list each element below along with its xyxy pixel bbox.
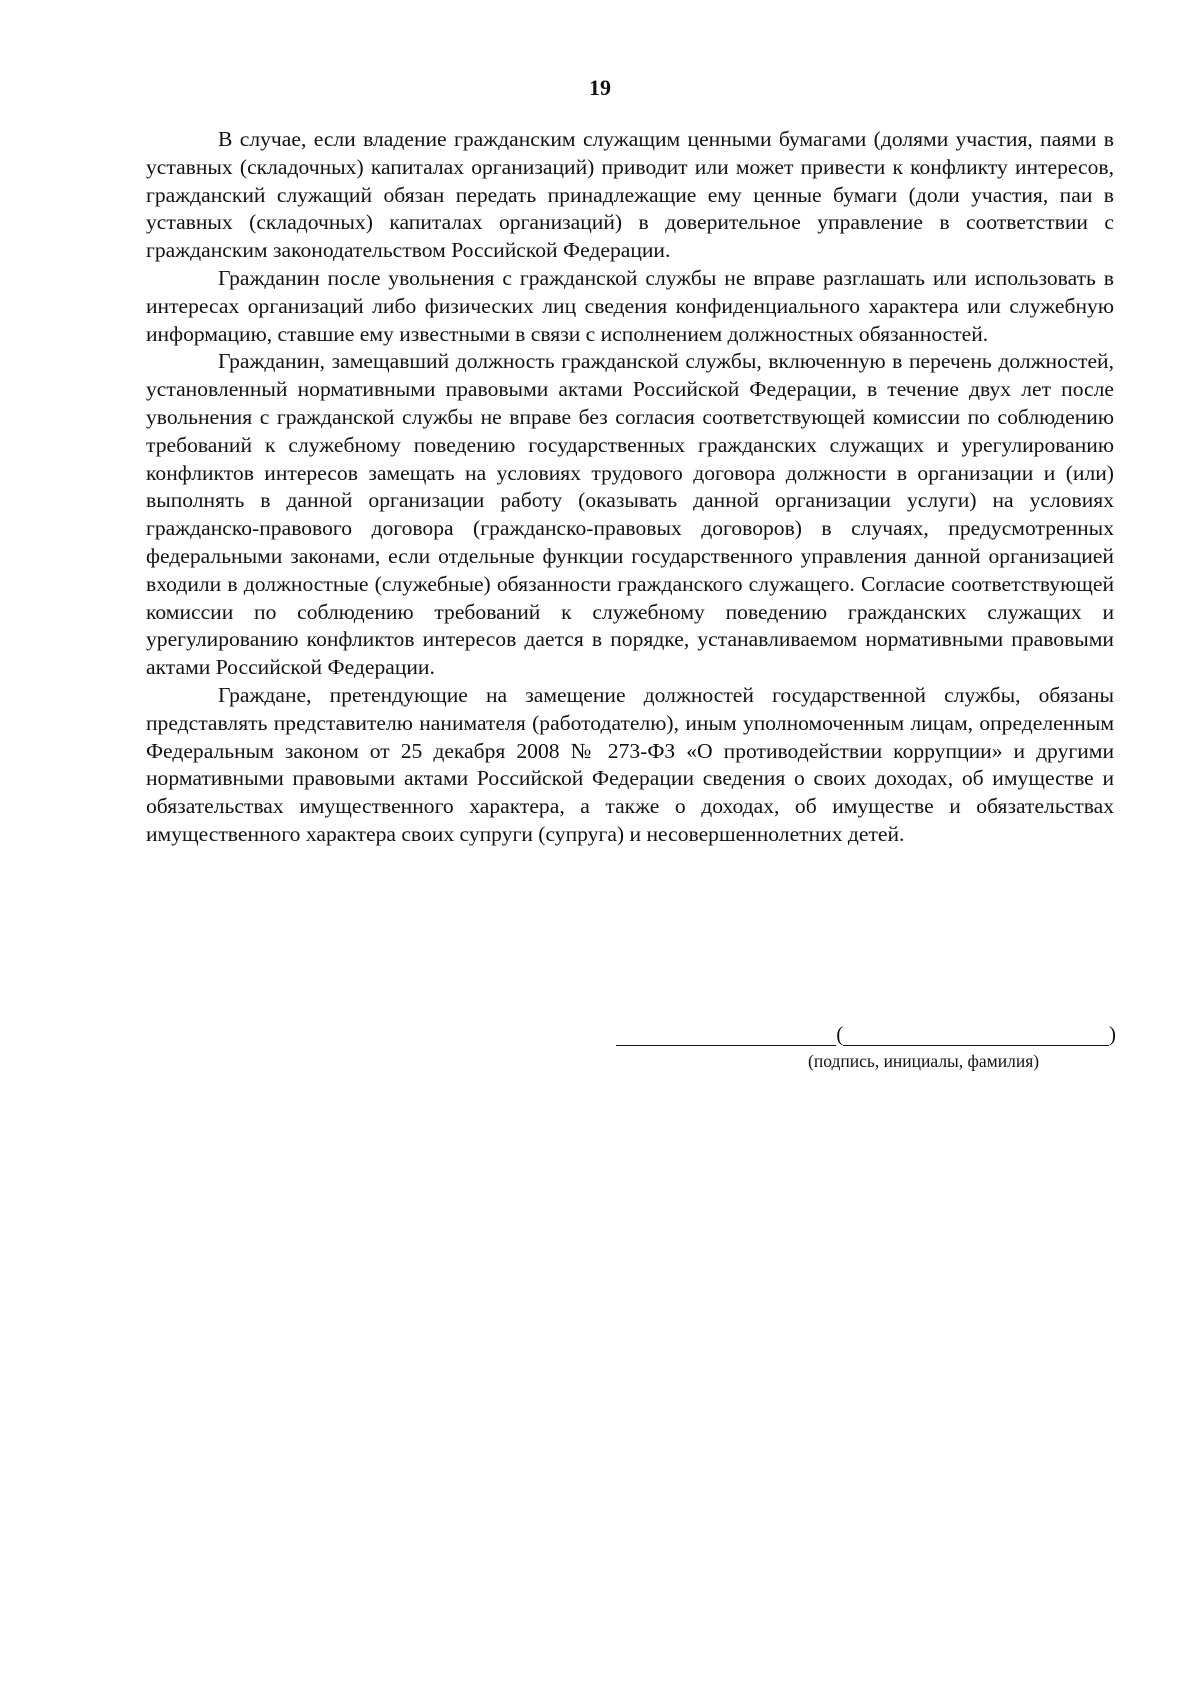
open-paren: (	[836, 1022, 844, 1046]
paragraph-income-disclosure: Граждане, претендующие на замещение должностей государственной службы, обязаны представлять представителю нанимателя (работодателю), иным уполномоченным лицам, определенным Федеральным законом от 25 декабря 2008 № 273-ФЗ «О противодействии коррупции» и другими нормативными правовыми актами Российской Федерации сведения о своих доходах, об имуществе и обязательствах имущественного характера, а также о доходах, об имуществе и обязательствах имущественного характера своих супруги (супруга) и несовершеннолетних детей.	[146, 682, 1114, 846]
document-body	[146, 126, 1114, 849]
paragraph-post-employment: Гражданин, замещавший должность гражданской службы, включенную в перечень должностей, установленный нормативными правовыми актами Российской Федерации, в течение двух лет после увольнения с гражданской службы не вправе без согласия соответствующей комиссии по соблюдению требований к служебному поведению государственных гражданских служащих и урегулированию конфликтов интересов замещать на условиях трудового договора должности в организации и (или) выполнять в данной организации работу (оказывать данной организации услуги) на условиях гражданско-правового договора (гражданско-правовых договоров) в случаях, предусмотренных федеральными законами, если отдельные функции государственного управления данной организацией входили в должностные (служебные) обязанности гражданского служащего. Согласие соответствующей комиссии по соблюдению требований к служебному поведению гражданских служащих и урегулированию конфликтов интересов дается в порядке, устанавливаемом нормативными правовыми актами Российской Федерации.	[146, 349, 1114, 680]
signature-caption: (подпись, инициалы, фамилия)	[808, 1051, 1040, 1071]
name-line	[843, 1021, 1109, 1046]
close-paren: )	[1109, 1022, 1116, 1046]
signature-block	[616, 1018, 1116, 1046]
signature-line	[616, 1021, 836, 1046]
page-number: 19	[589, 75, 611, 100]
paragraph-confidential-info: Гражданин после увольнения с гражданской службы не вправе разглашать или использовать в интересах организаций либо физических лиц сведения конфиденциального характера или служебную информацию, ставшие ему известными в связи с исполнением должностных обязанностей.	[146, 265, 1114, 346]
paragraph-securities: В случае, если владение гражданским служащим ценными бумагами (долями участия, паями в уставных (складочных) капиталах организаций) приводит или может привести к конфликту интересов, гражданский служащий обязан передать принадлежащие ему ценные бумаги (доли участия, паи в уставных (складочных) капиталах организаций) в доверительное управление в соответствии с гражданским законодательством Российской Федерации.	[146, 127, 1114, 263]
